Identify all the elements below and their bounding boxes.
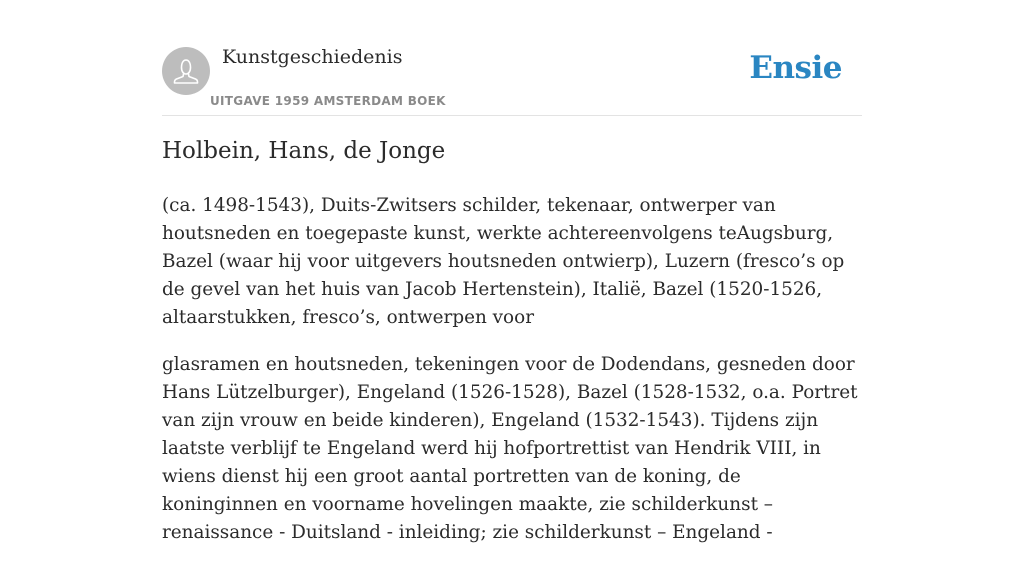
ensie-logo[interactable]: Ensie: [749, 50, 842, 86]
article-title: Holbein, Hans, de Jonge: [162, 138, 446, 164]
paragraph: (ca. 1498-1543), Duits-Zwitsers schilder, tekenaar, ontwerper van houtsneden en toegepaste kunst, werkte achtereenvolgens teAugsburg, Bazel (waar hij voor uitgevers houtsneden ontwierp), Luzern (fresco’s op de gevel van het huis van Jacob Hertenstein), Italië, Bazel (1520-1526, altaarstukken, fresco’s, ontwerpen voor: [162, 195, 845, 328]
article-body: [162, 192, 862, 566]
source-label: UITGAVE 1959 AMSTERDAM BOEK: [210, 94, 446, 108]
paragraph: glasramen en houtsneden, tekeningen voor de Dodendans, gesneden door Hans Lützelburger), Engeland (1526-1528), Bazel (1528-1532, o.a. Portret van zijn vrouw en beide kinderen), Engeland (1532-1543). Tijdens zijn laatste verblijf te Engeland werd hij hofportrettist van Hendrik VIII, in wiens dienst hij een groot aantal portretten van de koning, de koninginnen en voorname hovelingen maakte, zie schilderkunst – renaissance - Duitsland - inleiding; zie schilderkunst – Engeland -: [162, 354, 858, 543]
author-avatar[interactable]: [162, 47, 210, 95]
header: [162, 0, 862, 116]
category-link[interactable]: Kunstgeschiedenis: [222, 46, 403, 68]
user-silhouette-icon: [162, 47, 210, 95]
